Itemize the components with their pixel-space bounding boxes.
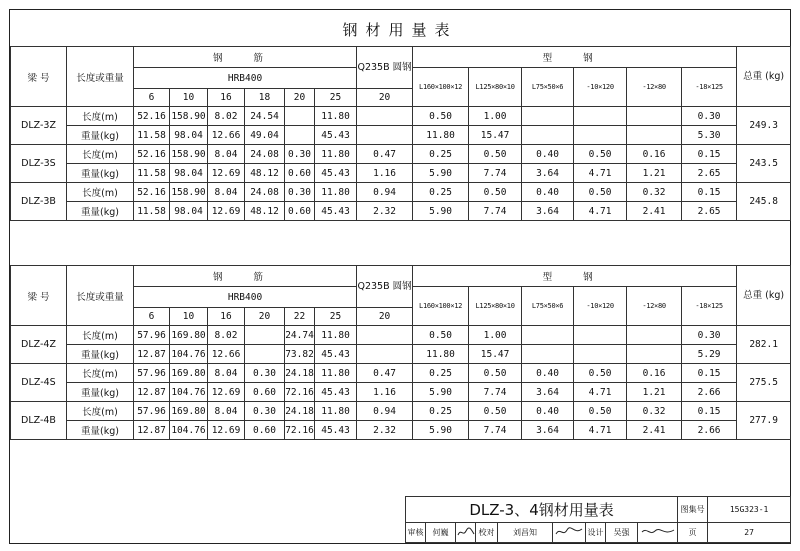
rebar-cell: 24.54 — [245, 107, 285, 126]
rebar-cell: 169.80 — [170, 364, 208, 383]
steel-table-1 — [10, 46, 791, 221]
review-signature — [456, 523, 476, 543]
rebar-header: 钢 筋 — [134, 47, 357, 68]
table-row — [11, 421, 791, 440]
section-cell: 0.50 — [574, 145, 627, 164]
rebar-cell: 72.16 — [285, 383, 315, 402]
rebar-cell: 12.69 — [208, 383, 245, 402]
section-cell — [627, 345, 682, 364]
q235-cell: 0.47 — [357, 364, 413, 383]
rebar-size: 25 — [315, 89, 357, 107]
q235-cell — [357, 126, 413, 145]
row-label: 重量(kg) — [67, 421, 134, 440]
design-name: 吴强 — [606, 523, 638, 543]
len-weight-header: 长度或重量 — [67, 47, 134, 107]
q235-cell — [357, 345, 413, 364]
rebar-cell — [285, 107, 315, 126]
rebar-cell: 12.66 — [208, 126, 245, 145]
section-cell: 5.90 — [413, 383, 469, 402]
steel-table-2 — [10, 265, 791, 440]
section-cell: 3.64 — [522, 202, 574, 221]
section-cell: 0.50 — [574, 402, 627, 421]
rebar-cell: 12.66 — [208, 345, 245, 364]
section-cell: 0.50 — [574, 183, 627, 202]
section-cell: 4.71 — [574, 164, 627, 183]
q235-cell: 1.16 — [357, 383, 413, 402]
section-cell: 0.50 — [469, 402, 522, 421]
rebar-cell: 45.43 — [315, 202, 357, 221]
rebar-cell: 158.90 — [170, 183, 208, 202]
section-cell: 0.40 — [522, 145, 574, 164]
beam-id: DLZ-4Z — [11, 326, 67, 364]
rebar-size: 25 — [315, 308, 357, 326]
row-label: 长度(m) — [67, 364, 134, 383]
section-cell: 0.40 — [522, 183, 574, 202]
section-col: -12×80 — [627, 68, 682, 107]
rebar-cell: 24.08 — [245, 145, 285, 164]
section-cell: 2.41 — [627, 421, 682, 440]
section-cell — [574, 126, 627, 145]
rebar-size: 16 — [208, 89, 245, 107]
table-row — [11, 183, 791, 202]
section-cell: 5.90 — [413, 202, 469, 221]
page-label: 页 — [678, 523, 708, 543]
atlas-number: 15G323-1 — [708, 497, 791, 523]
rebar-size: 22 — [285, 308, 315, 326]
review-name: 何巍 — [426, 523, 456, 543]
hrb400-label: HRB400 — [134, 287, 357, 308]
check-signature — [553, 523, 586, 543]
rebar-size: 10 — [170, 308, 208, 326]
total-weight-cell: 243.5 — [737, 145, 791, 183]
total-weight-cell: 275.5 — [737, 364, 791, 402]
rebar-cell: 8.04 — [208, 183, 245, 202]
section-col: L160×100×12 — [413, 287, 469, 326]
rebar-cell: 24.18 — [285, 402, 315, 421]
table-row — [11, 164, 791, 183]
beam-no-header: 梁 号 — [11, 47, 67, 107]
section-cell — [522, 345, 574, 364]
rebar-cell: 11.80 — [315, 107, 357, 126]
rebar-cell: 0.60 — [285, 164, 315, 183]
beam-no-header: 梁 号 — [11, 266, 67, 326]
section-cell: 5.90 — [413, 421, 469, 440]
section-cell: 11.80 — [413, 126, 469, 145]
section-cell: 5.30 — [682, 126, 737, 145]
section-col: L160×100×12 — [413, 68, 469, 107]
total-weight-cell: 249.3 — [737, 107, 791, 145]
rebar-cell: 57.96 — [134, 402, 170, 421]
table-row — [11, 126, 791, 145]
section-cell: 0.30 — [682, 107, 737, 126]
table-row — [11, 202, 791, 221]
rebar-cell: 0.60 — [245, 421, 285, 440]
section-cell: 0.25 — [413, 183, 469, 202]
total-weight-cell: 245.8 — [737, 183, 791, 221]
table-row — [11, 402, 791, 421]
rebar-cell: 11.80 — [315, 183, 357, 202]
rebar-cell: 73.82 — [285, 345, 315, 364]
review-label: 审核 — [406, 523, 426, 543]
rebar-cell: 49.04 — [245, 126, 285, 145]
section-cell: 7.74 — [469, 164, 522, 183]
section-cell: 2.65 — [682, 164, 737, 183]
section-col: L75×50×6 — [522, 68, 574, 107]
beam-id: DLZ-4B — [11, 402, 67, 440]
q235-cell — [357, 107, 413, 126]
row-label: 重量(kg) — [67, 126, 134, 145]
rebar-cell: 104.76 — [170, 345, 208, 364]
section-cell: 5.90 — [413, 164, 469, 183]
section-cell: 0.40 — [522, 364, 574, 383]
q235-cell — [357, 326, 413, 345]
section-cell: 7.74 — [469, 383, 522, 402]
section-cell: 1.21 — [627, 164, 682, 183]
rebar-cell: 0.30 — [245, 364, 285, 383]
section-cell — [574, 107, 627, 126]
section-cell: 5.29 — [682, 345, 737, 364]
row-label: 重量(kg) — [67, 383, 134, 402]
section-cell: 3.64 — [522, 421, 574, 440]
check-label: 校对 — [476, 523, 498, 543]
rebar-cell: 45.43 — [315, 383, 357, 402]
section-col: -10×120 — [574, 68, 627, 107]
rebar-cell: 8.04 — [208, 402, 245, 421]
section-cell: 0.50 — [469, 145, 522, 164]
rebar-size: 18 — [245, 89, 285, 107]
q235-cell: 0.94 — [357, 183, 413, 202]
section-cell — [627, 126, 682, 145]
table-row — [11, 383, 791, 402]
rebar-cell: 45.43 — [315, 345, 357, 364]
section-cell: 0.15 — [682, 183, 737, 202]
rebar-cell: 104.76 — [170, 383, 208, 402]
rebar-size: 20 — [285, 89, 315, 107]
q235-size: 20 — [357, 308, 413, 326]
rebar-cell: 52.16 — [134, 183, 170, 202]
rebar-cell: 12.69 — [208, 421, 245, 440]
rebar-cell: 0.30 — [285, 183, 315, 202]
section-cell: 4.71 — [574, 383, 627, 402]
beam-id: DLZ-3B — [11, 183, 67, 221]
row-label: 重量(kg) — [67, 164, 134, 183]
section-steel-header: 型 钢 — [413, 266, 737, 287]
section-cell: 7.74 — [469, 421, 522, 440]
rebar-cell: 12.87 — [134, 383, 170, 402]
rebar-cell: 57.96 — [134, 364, 170, 383]
hrb400-label: HRB400 — [134, 68, 357, 89]
title-block — [405, 496, 791, 543]
rebar-cell: 12.87 — [134, 345, 170, 364]
rebar-cell: 98.04 — [170, 202, 208, 221]
rebar-header: 钢 筋 — [134, 266, 357, 287]
design-signature — [638, 523, 678, 543]
rebar-cell: 0.60 — [245, 383, 285, 402]
atlas-label: 图集号 — [678, 497, 708, 523]
beam-id: DLZ-3Z — [11, 107, 67, 145]
check-name: 刘昌知 — [498, 523, 553, 543]
rebar-cell: 72.16 — [285, 421, 315, 440]
section-cell: 0.15 — [682, 145, 737, 164]
section-cell: 4.71 — [574, 421, 627, 440]
rebar-size: 10 — [170, 89, 208, 107]
section-cell: 3.64 — [522, 383, 574, 402]
row-label: 长度(m) — [67, 183, 134, 202]
q235-cell: 0.94 — [357, 402, 413, 421]
row-label: 长度(m) — [67, 107, 134, 126]
section-cell: 2.66 — [682, 421, 737, 440]
table-row — [11, 364, 791, 383]
page-title: 钢材用量表 — [342, 21, 458, 39]
section-cell: 0.15 — [682, 364, 737, 383]
rebar-cell: 169.80 — [170, 326, 208, 345]
page-number: 27 — [708, 523, 791, 543]
rebar-size: 6 — [134, 89, 170, 107]
row-label: 重量(kg) — [67, 202, 134, 221]
q235-header: Q235B 圆钢 — [357, 47, 413, 89]
rebar-cell: 8.04 — [208, 145, 245, 164]
row-label: 长度(m) — [67, 402, 134, 421]
rebar-cell: 11.80 — [315, 364, 357, 383]
rebar-cell — [245, 345, 285, 364]
section-cell: 0.50 — [413, 107, 469, 126]
q235-cell: 1.16 — [357, 164, 413, 183]
q235-header: Q235B 圆钢 — [357, 266, 413, 308]
section-cell: 0.25 — [413, 364, 469, 383]
rebar-cell: 11.80 — [315, 145, 357, 164]
total-weight-cell: 282.1 — [737, 326, 791, 364]
table-row — [11, 326, 791, 345]
section-cell — [627, 326, 682, 345]
rebar-cell: 158.90 — [170, 107, 208, 126]
section-col: -12×80 — [627, 287, 682, 326]
beam-id: DLZ-4S — [11, 364, 67, 402]
rebar-cell: 8.04 — [208, 364, 245, 383]
rebar-cell: 0.60 — [285, 202, 315, 221]
section-cell: 3.64 — [522, 164, 574, 183]
rebar-cell: 11.58 — [134, 202, 170, 221]
section-cell — [522, 107, 574, 126]
section-cell: 0.16 — [627, 364, 682, 383]
section-cell: 7.74 — [469, 202, 522, 221]
q235-cell: 2.32 — [357, 421, 413, 440]
section-cell — [574, 345, 627, 364]
total-weight-header: 总重 (kg) — [737, 47, 791, 107]
section-cell: 4.71 — [574, 202, 627, 221]
section-steel-header: 型 钢 — [413, 47, 737, 68]
rebar-cell: 158.90 — [170, 145, 208, 164]
rebar-cell: 8.02 — [208, 107, 245, 126]
rebar-cell: 0.30 — [245, 402, 285, 421]
rebar-cell: 12.87 — [134, 421, 170, 440]
section-col: -18×125 — [682, 287, 737, 326]
rebar-cell: 12.69 — [208, 164, 245, 183]
q235-cell: 2.32 — [357, 202, 413, 221]
rebar-size: 20 — [245, 308, 285, 326]
rebar-cell: 45.43 — [315, 164, 357, 183]
section-cell: 0.25 — [413, 402, 469, 421]
section-cell: 0.32 — [627, 402, 682, 421]
section-cell: 0.50 — [469, 364, 522, 383]
section-col: L75×50×6 — [522, 287, 574, 326]
drawing-title: DLZ-3、4钢材用量表 — [406, 497, 678, 523]
section-cell — [522, 126, 574, 145]
design-label: 设计 — [586, 523, 606, 543]
rebar-cell: 52.16 — [134, 107, 170, 126]
rebar-cell: 48.12 — [245, 202, 285, 221]
rebar-cell: 24.74 — [285, 326, 315, 345]
row-label: 重量(kg) — [67, 345, 134, 364]
section-col: L125×80×10 — [469, 287, 522, 326]
rebar-cell: 24.08 — [245, 183, 285, 202]
q235-cell: 0.47 — [357, 145, 413, 164]
rebar-cell: 169.80 — [170, 402, 208, 421]
rebar-cell: 8.02 — [208, 326, 245, 345]
rebar-cell: 104.76 — [170, 421, 208, 440]
rebar-cell: 11.58 — [134, 164, 170, 183]
rebar-cell: 45.43 — [315, 421, 357, 440]
table-row — [11, 345, 791, 364]
section-cell: 0.30 — [682, 326, 737, 345]
rebar-cell: 11.80 — [315, 326, 357, 345]
rebar-cell: 98.04 — [170, 126, 208, 145]
section-cell: 2.41 — [627, 202, 682, 221]
rebar-cell: 12.69 — [208, 202, 245, 221]
section-col: -10×120 — [574, 287, 627, 326]
section-cell: 0.25 — [413, 145, 469, 164]
section-cell — [627, 107, 682, 126]
section-col: L125×80×10 — [469, 68, 522, 107]
section-cell: 2.66 — [682, 383, 737, 402]
section-cell: 11.80 — [413, 345, 469, 364]
section-cell: 1.21 — [627, 383, 682, 402]
beam-id: DLZ-3S — [11, 145, 67, 183]
section-cell: 15.47 — [469, 126, 522, 145]
section-cell: 1.00 — [469, 107, 522, 126]
total-weight-header: 总重 (kg) — [737, 266, 791, 326]
rebar-cell: 0.30 — [285, 145, 315, 164]
row-label: 长度(m) — [67, 326, 134, 345]
rebar-cell: 48.12 — [245, 164, 285, 183]
section-cell: 0.16 — [627, 145, 682, 164]
rebar-cell — [245, 326, 285, 345]
section-cell — [574, 326, 627, 345]
rebar-cell: 52.16 — [134, 145, 170, 164]
table-row — [11, 145, 791, 164]
section-cell: 0.15 — [682, 402, 737, 421]
section-cell: 2.65 — [682, 202, 737, 221]
row-label: 长度(m) — [67, 145, 134, 164]
rebar-cell: 98.04 — [170, 164, 208, 183]
section-cell: 0.40 — [522, 402, 574, 421]
rebar-cell: 24.18 — [285, 364, 315, 383]
len-weight-header: 长度或重量 — [67, 266, 134, 326]
section-cell: 0.50 — [413, 326, 469, 345]
rebar-cell — [285, 126, 315, 145]
rebar-size: 6 — [134, 308, 170, 326]
rebar-cell: 45.43 — [315, 126, 357, 145]
section-cell: 1.00 — [469, 326, 522, 345]
section-cell: 15.47 — [469, 345, 522, 364]
rebar-cell: 11.58 — [134, 126, 170, 145]
section-cell — [522, 326, 574, 345]
section-cell: 0.50 — [469, 183, 522, 202]
section-cell: 0.50 — [574, 364, 627, 383]
total-weight-cell: 277.9 — [737, 402, 791, 440]
section-cell: 0.32 — [627, 183, 682, 202]
rebar-cell: 57.96 — [134, 326, 170, 345]
table-row — [11, 107, 791, 126]
rebar-cell: 11.80 — [315, 402, 357, 421]
section-col: -18×125 — [682, 68, 737, 107]
rebar-size: 16 — [208, 308, 245, 326]
q235-size: 20 — [357, 89, 413, 107]
